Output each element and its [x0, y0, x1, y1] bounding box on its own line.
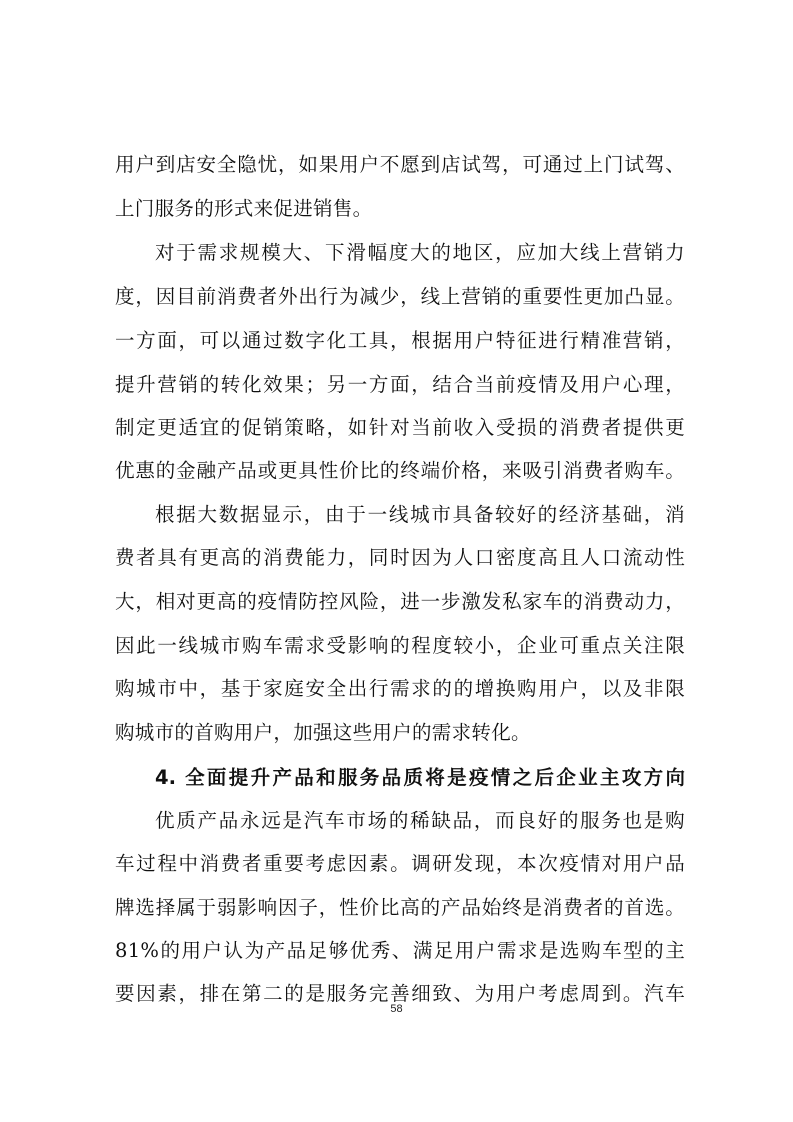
text-line: 优质产品永远是汽车市场的稀缺品，而良好的服务也是购	[155, 809, 685, 832]
text-line: 大，相对更高的疫情防控风险，进一步激发私家车的消费动力，	[115, 590, 685, 613]
text-line: 对于需求规模大、下滑幅度大的地区，应加大线上营销力	[155, 241, 685, 264]
text-line: 购城市的首购用户，加强这些用户的需求转化。	[115, 721, 531, 744]
text-line: 度，因目前消费者外出行为减少，线上营销的重要性更加凸显。	[115, 285, 685, 308]
text-line: 用户到店安全隐忧，如果用户不愿到店试驾，可通过上门试驾、	[115, 153, 685, 176]
text-line: 制定更适宜的促销策略，如针对当前收入受损的消费者提供更	[115, 416, 685, 439]
text-line: 上门服务的形式来促进销售。	[115, 197, 373, 220]
text-line: 一方面，可以通过数字化工具，根据用户特征进行精准营销，	[115, 329, 685, 352]
page-number: 58	[390, 1003, 403, 1015]
text-line: 优惠的金融产品或更具性价比的终端价格，来吸引消费者购车。	[115, 459, 685, 482]
text-line: 购城市中，基于家庭安全出行需求的的增换购用户，以及非限	[115, 677, 685, 700]
text-line: 要因素，排在第二的是服务完善细致、为用户考虑周到。汽车	[115, 982, 685, 1005]
text-line: 牌选择属于弱影响因子，性价比高的产品始终是消费者的首选。	[115, 896, 685, 919]
text-line: 提升营销的转化效果；另一方面，结合当前疫情及用户心理，	[115, 373, 685, 396]
section-heading: 4. 全面提升产品和服务品质将是疫情之后企业主攻方向	[155, 766, 685, 789]
text-line: 81%的用户认为产品足够优秀、满足用户需求是选购车型的主	[115, 939, 685, 962]
text-line: 因此一线城市购车需求受影响的程度较小，企业可重点关注限	[115, 634, 685, 657]
text-line: 根据大数据显示，由于一线城市具备较好的经济基础，消	[155, 503, 685, 526]
text-line: 车过程中消费者重要考虑因素。调研发现，本次疫情对用户品	[115, 852, 685, 875]
text-line: 费者具有更高的消费能力，同时因为人口密度高且人口流动性	[115, 546, 685, 569]
